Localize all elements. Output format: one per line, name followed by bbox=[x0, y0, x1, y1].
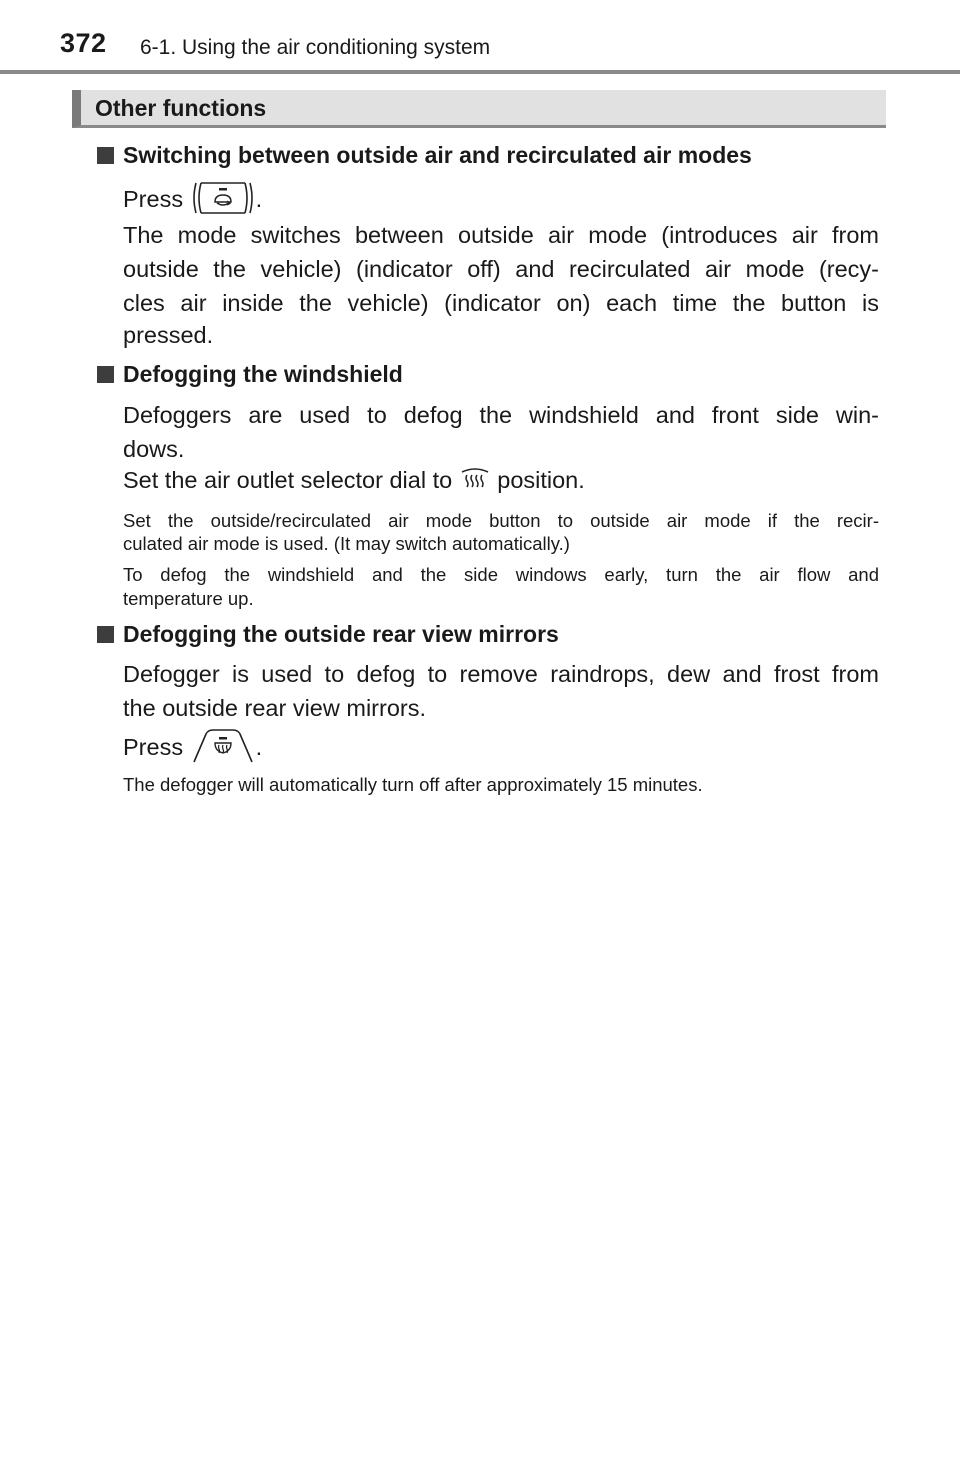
dial-label: Set the air outlet selector dial to bbox=[123, 467, 453, 494]
section-header-bar bbox=[72, 90, 886, 128]
body-line: The mode switches between outside air mode (introduces air from bbox=[123, 222, 879, 248]
press-label: Press bbox=[123, 734, 184, 761]
item-heading-mirrors: Defogging the outside rear view mirrors bbox=[123, 621, 559, 647]
press-mirror-line bbox=[123, 729, 262, 769]
dial-instruction-line bbox=[123, 466, 585, 498]
note-line: The defogger will automatically turn off after approximately 15 minutes. bbox=[123, 774, 703, 795]
position-label: position. bbox=[497, 467, 585, 494]
heading-bullet bbox=[97, 147, 114, 164]
mirror-defogger-button-icon bbox=[190, 729, 256, 769]
section-title: Other functions bbox=[95, 95, 267, 121]
windshield-defog-icon bbox=[459, 466, 491, 498]
page-number: 372 bbox=[60, 28, 107, 58]
body-line: Defogger is used to defog to remove raindrops, dew and frost from bbox=[123, 661, 879, 687]
item-heading-recirculation: Switching between outside air and recirculated air modes bbox=[123, 142, 752, 168]
press-recirculation-line bbox=[123, 181, 262, 221]
recirculation-button-icon bbox=[190, 181, 256, 221]
period: . bbox=[255, 186, 263, 213]
note-line: To defog the windshield and the side windows early, turn the air flow and bbox=[123, 564, 879, 585]
item-heading-windshield: Defogging the windshield bbox=[123, 361, 403, 387]
body-line: outside the vehicle) (indicator off) and recirculated air mode (recy- bbox=[123, 256, 879, 282]
body-line: Defoggers are used to defog the windshield and front side win- bbox=[123, 402, 879, 428]
body-line: dows. bbox=[123, 436, 185, 462]
body-line: pressed. bbox=[123, 322, 214, 348]
note-line: culated air mode is used. (It may switch automatically.) bbox=[123, 533, 570, 554]
press-label: Press bbox=[123, 186, 184, 213]
chapter-title: 6-1. Using the air conditioning system bbox=[140, 36, 491, 59]
heading-bullet bbox=[97, 626, 114, 643]
body-line: cles air inside the vehicle) (indicator on) each time the button is bbox=[123, 290, 879, 316]
body-line: the outside rear view mirrors. bbox=[123, 695, 426, 721]
note-line: temperature up. bbox=[123, 588, 254, 609]
note-line: Set the outside/recirculated air mode button to outside air mode if the recir- bbox=[123, 510, 879, 531]
period: . bbox=[255, 734, 263, 761]
heading-bullet bbox=[97, 366, 114, 383]
header-rule bbox=[0, 70, 960, 74]
